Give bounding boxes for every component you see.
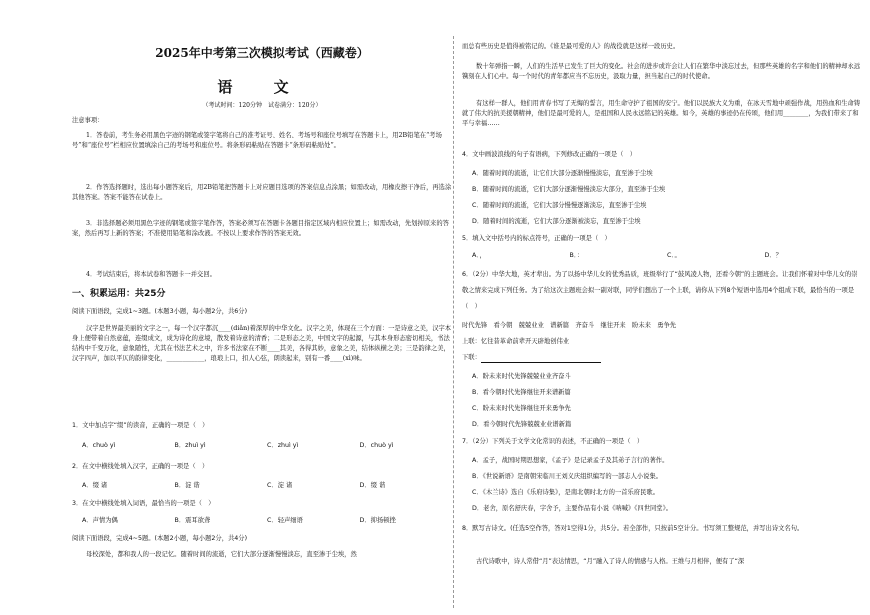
option-a[interactable]: A．声情为偶 [82, 517, 118, 524]
question-6-upper-couplet: 上联：忆往昔革命前辈开天辟地创伟业 [462, 338, 570, 345]
option-c[interactable]: C．盼未来时代先锋继往开来勇争先 [472, 405, 571, 412]
notice-heading: 注意事项： [72, 117, 104, 124]
question-7-options [462, 453, 862, 517]
option-c[interactable]: C．。 [667, 252, 681, 259]
option-b[interactable]: B．随着时间的流逝，它们大部分逐渐慢慢淡忘大部分，直至渗于尘埃 [472, 186, 666, 193]
option-a[interactable]: A．随着时间的流逝，让它们大部分逐渐慢慢淡忘，直至渗于尘埃 [472, 170, 653, 177]
question-3-stem: 3．在文中横线处填入词语，最恰当的一项是（ ） [72, 500, 215, 507]
question-1-options [72, 441, 452, 451]
option-b[interactable]: B．震耳欲聋 [174, 517, 211, 524]
question-6-lower-couplet [462, 353, 862, 363]
option-a[interactable]: A．， [472, 252, 486, 259]
reading-intro-1: 阅读下面语段，完成1~3题。(本题3小题，每小题2分，共6分) [72, 308, 248, 315]
option-b[interactable]: B．淀 谐 [174, 482, 200, 489]
question-5-options [462, 251, 862, 261]
right-passage-line-1: 而总有些历史是值得被铭记的。《谁是最可爱的人》的战役就是这样一段历史。 [462, 43, 680, 50]
question-6-options [462, 369, 862, 433]
exam-info: （考试时间：120分钟 试卷满分：120分） [202, 102, 322, 109]
option-c[interactable]: C．轻声细语 [267, 517, 303, 524]
question-2-stem: 2．在文中横线处填入汉字，正确的一项是（ ） [72, 463, 209, 470]
section-heading-1: 一、积累运用：共25分 [72, 289, 166, 299]
question-7-stem: 7．（2分）下列关于文学文化常识的表述，不正确的一项是（ ） [462, 438, 644, 445]
notice-item-1: 1．答卷前，考生务必用黑色字迹的钢笔或签字笔将自己的准考证号、姓名、考场号和座位号填写在答题卡上，用2B铅笔在“考场号”和“座位号”栏相应位置填涂自己的考场号和座位号。将条形码粘贴在答题卡“条形码粘贴处”。 [72, 132, 442, 149]
question-8-stem: 8．默写古诗文。(任选5空作答，答对1空得1分，共5分。若全部作，只按前5空计分。书写须工整规范，并写出诗文名句。 [462, 525, 804, 532]
option-d[interactable]: D．缀 谐 [359, 482, 386, 489]
option-d[interactable]: D．随着时间的流逝，它们大部分逐渐被淡忘，直至渗于尘埃 [472, 218, 641, 225]
question-1-stem: 1．文中加点字“缀”的读音，正确的一项是（ ） [72, 422, 209, 429]
option-c[interactable]: C．淀 诸 [267, 482, 293, 489]
option-d[interactable]: D．抑扬顿挫 [359, 517, 396, 524]
question-6-phrases: 时代先锋 看今朝 兢兢业业 谱新篇 齐奋斗 继往开来 盼未来 勇争先 [462, 322, 677, 329]
question-4-stem: 4．文中画波浪线的句子有语病，下列修改正确的一项是（ ） [462, 151, 637, 158]
column-separator [453, 36, 454, 608]
question-3-options [72, 516, 452, 526]
reading-passage-2: 母校深处，都和我人的一段记忆。随着时间的流逝，它们大部分逐渐慢慢淡忘，直至渗于尘埃，然 [86, 551, 357, 558]
option-d[interactable]: D．看今朝时代先锋兢兢业业谱新篇 [472, 421, 572, 428]
question-5-stem: 5．填入文中括号内的标点符号，正确的一项是（ ） [462, 235, 611, 242]
option-c[interactable]: C．随着时间的流逝，它们大部分慢慢逐渐淡忘，直至渗于尘埃 [472, 202, 647, 209]
option-b[interactable]: B．看今朝时代先锋继往开来谱新篇 [472, 389, 571, 396]
exam-title: 2025年中考第三次模拟考试（西藏卷） [155, 46, 369, 60]
right-passage-para-3: 有这样一群人，他们用青春书写了无悔的誓言，用生命守护了祖国的安宁。他们以民族大义为重，在冰天雪地中顽强作战，用热血和生命铸就了伟大的抗美援朝精神，他们是最可爱的人，是祖国和人民永远铭记的英雄。如今，英雄的事迹仍在传颂，他们用________，为我们带来了和平与幸福…… [462, 100, 861, 127]
question-8-passage: 古代诗歌中，诗人常借“月”表达情思，“月”融入了诗人的情感与人格。王维与月相伴，便有了“深 [476, 558, 745, 565]
reading-intro-2: 阅读下面语段，完成4~5题。(本题2小题，每小题2分，共4分) [72, 535, 248, 542]
option-a[interactable]: A．缀 诸 [82, 482, 108, 489]
option-b[interactable]: B．zhuì yì [174, 442, 206, 449]
lower-couplet-label: 下联： [462, 354, 481, 361]
option-a[interactable]: A．chuò yì [82, 442, 116, 449]
option-a[interactable]: A．盼未来时代先锋兢兢业业齐奋斗 [472, 373, 571, 380]
notice-item-4: 4．考试结束后，将本试卷和答题卡一并交回。 [86, 271, 216, 278]
question-2-options [72, 481, 452, 491]
notice-item-3: 3．非选择题必须用黑色字迹的钢笔或签字笔作答，答案必须写在答题卡各题目指定区域内相应位置上；如需改动，先划掉原来的答案，然后再写上新的答案；不准使用铅笔和涂改液。不按以上要求作答的答案无效。 [72, 220, 449, 237]
answer-blank[interactable] [481, 356, 601, 363]
option-b[interactable]: B．《世说新语》是南朝宋临川王刘义庆组织编写的一部志人小说集。 [472, 473, 663, 480]
option-d[interactable]: D．老舍，原名舒庆春，字舍予，主要作品有小说《呐喊》《四世同堂》。 [472, 505, 673, 512]
exam-subject: 语 文 [217, 78, 307, 96]
right-passage-para-2: 数十年弹指一瞬，人们的生活早已发生了巨大的变化。社会的进步或许会让人们在繁华中淡忘过去，但那些英雄的名字和他们的精神却永远镌刻在人们心中。每一个时代的青年都应当不忘历史，汲取力量，担当起自己的时代使命。 [462, 63, 861, 80]
question-6-stem: 6．（2分）中华大地，英才辈出。为了以扬中华儿女的优秀品质，班级举行了“鼓风凌人物，还看今朝”的主题班会。让我们怀着对中华儿女的崇敬之情来完成下列任务。为了给这次主题班会拟一副对联，同学们想出了一个上联，请你从下列8个短语中选用4个组成下联，最恰当的一项是（ ） [462, 271, 858, 310]
reading-passage-1: 汉字是世界最美丽的文字之一，每一个汉字都沉____(diǎn)着深厚的中华文化。汉字之美，体现在三个方面：一是诗意之美，汉字本身上便带着自然意蕴，连缀成文，成为诗化的意境，散发着诗意的清香；二是形态之美，中国文字的起源，与其本身形态密切相关，书法结构中千变万化，意象随性，尤其在书法艺术之中，许多书法家在不断____其美，各得其妙，意象之美，结体纵横之美；三是韵律之美，汉字四声，加以平仄的韵律变化，____________，琅琅上口，扣人心弦，朗读起来，别有一番____(xì)味。 [72, 325, 452, 362]
option-a[interactable]: A．孟子，战国时期思想家，《孟子》是记录孟子及其弟子言行的著作。 [472, 457, 669, 464]
option-c[interactable]: C．zhuì yì [267, 442, 299, 449]
option-d[interactable]: D．chuò yì [359, 442, 394, 449]
notice-item-2: 2．作答选择题时，选出每小题答案后，用2B铅笔把答题卡上对应题目选项的答案信息点涂黑；如需改动，用橡皮擦干净后，再选涂其他答案。答案不能答在试卷上。 [72, 184, 452, 201]
question-4-options [462, 166, 862, 230]
option-d[interactable]: D．？ [764, 252, 782, 259]
option-b[interactable]: B．： [569, 252, 584, 259]
option-c[interactable]: C．《木兰诗》选自《乐府诗集》，是南北朝时北方的一首乐府民歌。 [472, 489, 660, 496]
